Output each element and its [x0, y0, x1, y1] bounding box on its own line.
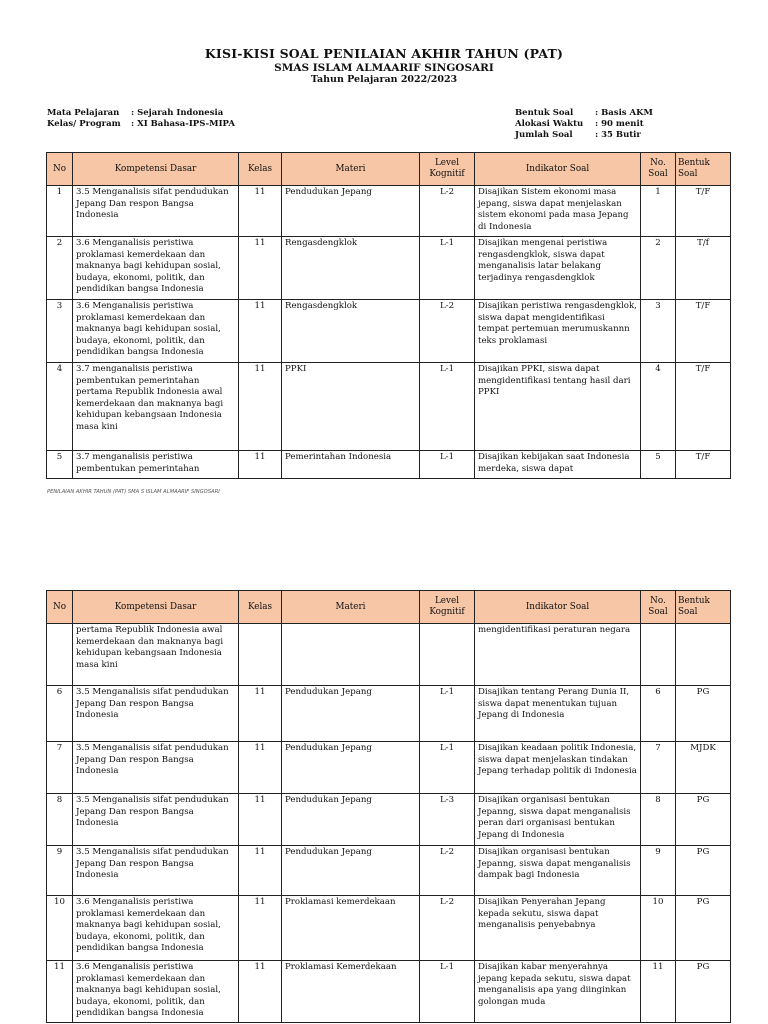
cell-kelas — [239, 624, 282, 686]
meta-value: : Basis AKM — [595, 108, 653, 118]
cell-no: 7 — [47, 742, 73, 794]
grid-table-page-2 — [46, 590, 731, 1023]
table-row — [47, 794, 731, 846]
cell-no: 9 — [47, 846, 73, 896]
meta-value: : 35 Butir — [595, 130, 641, 140]
cell-indikator: Disajikan organisasi bentukan Jepanng, siswa dapat menganalisis peran dari organisasi bentukan Jepang di Indonesia — [475, 794, 641, 846]
document-title: KISI-KISI SOAL PENILAIAN AKHIR TAHUN (PAT) — [204, 46, 564, 61]
cell-kelas: 11 — [239, 686, 282, 742]
cell-kelas: 11 — [239, 300, 282, 363]
header-kompetensi-dasar: Kompetensi Dasar — [73, 153, 239, 186]
header-level-kognitif: Level Kognitif — [420, 591, 475, 624]
meta-value: : 90 menit — [595, 119, 644, 129]
cell-bentuk: T/F — [676, 300, 731, 363]
cell-kelas: 11 — [239, 896, 282, 961]
cell-kelas: 11 — [239, 237, 282, 300]
cell-materi: Proklamasi Kemerdekaan — [282, 961, 420, 1023]
meta-right — [515, 108, 653, 141]
cell-no: 4 — [47, 363, 73, 451]
cell-indikator: Disajikan keadaan politik Indonesia, siswa dapat menjelaskan tindakan Jepang terhadap politik di Indonesia — [475, 742, 641, 794]
table-row — [47, 300, 731, 363]
cell-level: L-1 — [420, 363, 475, 451]
cell-kompetensi-dasar: 3.6 Menganalisis peristiwa proklamasi kemerdekaan dan maknanya bagi kehidupan sosial, budaya, ekonomi, politik, dan pendidikan bangsa Indonesia — [73, 300, 239, 363]
cell-indikator: Disajikan PPKI, siswa dapat mengidentifikasi tentang hasil dari PPKI — [475, 363, 641, 451]
meta-left — [47, 108, 235, 130]
cell-bentuk: PG — [676, 686, 731, 742]
cell-bentuk: PG — [676, 794, 731, 846]
cell-kompetensi-dasar: 3.7 menganalisis peristiwa pembentukan pemerintahan — [73, 451, 239, 479]
cell-materi: Pendudukan Jepang — [282, 686, 420, 742]
cell-kelas: 11 — [239, 961, 282, 1023]
cell-indikator: Disajikan mengenai peristiwa rengasdengklok, siswa dapat menganalisis latar belakang terjadinya rengasdengklok — [475, 237, 641, 300]
cell-bentuk: PG — [676, 896, 731, 961]
header-bentuk-soal: Bentuk Soal — [676, 591, 731, 624]
cell-no-soal: 4 — [641, 363, 676, 451]
cell-level — [420, 624, 475, 686]
cell-kompetensi-dasar: 3.5 Menganalisis sifat pendudukan Jepang Dan respon Bangsa Indonesia — [73, 794, 239, 846]
document-header — [0, 46, 768, 86]
cell-bentuk — [676, 624, 731, 686]
cell-no-soal: 5 — [641, 451, 676, 479]
cell-kompetensi-dasar: 3.7 menganalisis peristiwa pembentukan pemerintahan pertama Republik Indonesia awal kemerdekaan dan maknanya bagi kehidupan kebangsaan Indonesia masa kini — [73, 363, 239, 451]
cell-level: L-1 — [420, 686, 475, 742]
meta-key: Mata Pelajaran — [47, 108, 120, 118]
page-footer: PENILAIAN AKHIR TAHUN (PAT) SMA S ISLAM ALMAARIF SINGOSARI — [47, 489, 220, 495]
header-no: No — [47, 591, 73, 624]
cell-materi: Rengasdengklok — [282, 300, 420, 363]
header-materi: Materi — [282, 153, 420, 186]
table-row — [47, 451, 731, 479]
cell-kelas: 11 — [239, 794, 282, 846]
cell-no: 2 — [47, 237, 73, 300]
cell-kompetensi-dasar: 3.5 Menganalisis sifat pendudukan Jepang Dan respon Bangsa Indonesia — [73, 742, 239, 794]
cell-no-soal: 2 — [641, 237, 676, 300]
cell-level: L-2 — [420, 896, 475, 961]
cell-kompetensi-dasar: 3.5 Menganalisis sifat pendudukan Jepang Dan respon Bangsa Indonesia — [73, 846, 239, 896]
table-row — [47, 742, 731, 794]
header-indikator-soal: Indikator Soal — [475, 153, 641, 186]
cell-no: 3 — [47, 300, 73, 363]
cell-kompetensi-dasar: 3.5 Menganalisis sifat pendudukan Jepang Dan respon Bangsa Indonesia — [73, 686, 239, 742]
header-kelas: Kelas — [239, 591, 282, 624]
cell-level: L-2 — [420, 300, 475, 363]
cell-kelas: 11 — [239, 451, 282, 479]
cell-bentuk: PG — [676, 961, 731, 1023]
header-no: No — [47, 153, 73, 186]
table-row — [47, 363, 731, 451]
cell-no: 5 — [47, 451, 73, 479]
header-materi: Materi — [282, 591, 420, 624]
grid-table-page-1 — [46, 152, 731, 479]
cell-materi: Proklamasi kemerdekaan — [282, 896, 420, 961]
cell-indikator: mengidentifikasi peraturan negara — [475, 624, 641, 686]
cell-no-soal: 8 — [641, 794, 676, 846]
cell-indikator: Disajikan kebijakan saat Indonesia merdeka, siswa dapat — [475, 451, 641, 479]
cell-bentuk: T/f — [676, 237, 731, 300]
document-page-2 — [0, 580, 768, 1024]
meta-question-type — [515, 108, 653, 119]
cell-indikator: Disajikan organisasi bentukan Jepanng, siswa dapat menganalisis dampak bagi Indonesia — [475, 846, 641, 896]
meta-value: : Sejarah Indonesia — [131, 108, 224, 118]
document-page-1 — [0, 0, 768, 510]
cell-level: L-2 — [420, 846, 475, 896]
meta-count — [515, 130, 653, 141]
cell-kompetensi-dasar: pertama Republik Indonesia awal kemerdekaan dan maknanya bagi kehidupan kebangsaan Indonesia masa kini — [73, 624, 239, 686]
cell-no: 8 — [47, 794, 73, 846]
cell-level: L-1 — [420, 451, 475, 479]
cell-materi: Pemerintahan Indonesia — [282, 451, 420, 479]
cell-indikator: Disajikan peristiwa rengasdengklok, siswa dapat mengidentifikasi tempat pertemuan merumuskannn teks proklamasi — [475, 300, 641, 363]
cell-no-soal: 7 — [641, 742, 676, 794]
header-no-soal: No. Soal — [641, 591, 676, 624]
cell-no-soal — [641, 624, 676, 686]
cell-bentuk: MJDK — [676, 742, 731, 794]
cell-materi — [282, 624, 420, 686]
header-kompetensi-dasar: Kompetensi Dasar — [73, 591, 239, 624]
school-name: SMAS ISLAM ALMAARIF SINGOSARI — [274, 62, 494, 74]
cell-kelas: 11 — [239, 846, 282, 896]
table-row — [47, 961, 731, 1023]
meta-key: Jumlah Soal — [515, 130, 573, 140]
cell-no: 10 — [47, 896, 73, 961]
cell-no-soal: 10 — [641, 896, 676, 961]
cell-no-soal: 3 — [641, 300, 676, 363]
cell-kompetensi-dasar: 3.6 Menganalisis peristiwa proklamasi kemerdekaan dan maknanya bagi kehidupan sosial, budaya, ekonomi, politik, dan pendidikan bangsa Indonesia — [73, 896, 239, 961]
cell-materi: Pendudukan Jepang — [282, 794, 420, 846]
cell-no: 6 — [47, 686, 73, 742]
cell-kelas: 11 — [239, 186, 282, 237]
cell-no — [47, 624, 73, 686]
table-row — [47, 896, 731, 961]
cell-no-soal: 6 — [641, 686, 676, 742]
meta-subject — [47, 108, 235, 119]
cell-kompetensi-dasar: 3.6 Menganalisis peristiwa proklamasi kemerdekaan dan maknanya bagi kehidupan sosial, budaya, ekonomi, politik, dan pendidikan bangsa Indonesia — [73, 961, 239, 1023]
meta-key: Alokasi Waktu — [515, 119, 584, 129]
cell-kompetensi-dasar: 3.5 Menganalisis sifat pendudukan Jepang Dan respon Bangsa Indonesia — [73, 186, 239, 237]
cell-indikator: Disajikan tentang Perang Dunia II, siswa dapat menentukan tujuan Jepang di Indonesia — [475, 686, 641, 742]
cell-bentuk: PG — [676, 846, 731, 896]
table-row — [47, 686, 731, 742]
cell-kompetensi-dasar: 3.6 Menganalisis peristiwa proklamasi kemerdekaan dan maknanya bagi kehidupan sosial, budaya, ekonomi, politik, dan pendidikan bangsa Indonesia — [73, 237, 239, 300]
table-row — [47, 846, 731, 896]
cell-no-soal: 11 — [641, 961, 676, 1023]
cell-no: 11 — [47, 961, 73, 1023]
meta-class — [47, 119, 235, 130]
cell-materi: Pendudukan Jepang — [282, 742, 420, 794]
header-no-soal: No. Soal — [641, 153, 676, 186]
header-bentuk-soal: Bentuk Soal — [676, 153, 731, 186]
meta-key: Bentuk Soal — [515, 108, 574, 118]
cell-level: L-1 — [420, 742, 475, 794]
cell-level: L-1 — [420, 961, 475, 1023]
cell-kelas: 11 — [239, 363, 282, 451]
cell-no-soal: 9 — [641, 846, 676, 896]
cell-indikator: Disajikan Sistem ekonomi masa jepang, siswa dapat menjelaskan sistem ekonomi pada masa Jepang di Indonesia — [475, 186, 641, 237]
cell-no: 1 — [47, 186, 73, 237]
cell-level: L-3 — [420, 794, 475, 846]
cell-bentuk: T/F — [676, 451, 731, 479]
cell-level: L-2 — [420, 186, 475, 237]
cell-bentuk: T/F — [676, 363, 731, 451]
header-indikator-soal: Indikator Soal — [475, 591, 641, 624]
table-row — [47, 186, 731, 237]
cell-level: L-1 — [420, 237, 475, 300]
meta-key: Kelas/ Program — [47, 119, 121, 129]
table-header-row — [47, 153, 731, 186]
table-header-row — [47, 591, 731, 624]
cell-bentuk: T/F — [676, 186, 731, 237]
meta-time — [515, 119, 653, 130]
header-level-kognitif: Level Kognitif — [420, 153, 475, 186]
cell-materi: Pendudukan Jepang — [282, 846, 420, 896]
table-row-continuation — [47, 624, 731, 686]
cell-indikator: Disajikan kabar menyerahnya jepang kepada sekutu, siswa dapat menganalisis apa yang diinginkan golongan muda — [475, 961, 641, 1023]
header-kelas: Kelas — [239, 153, 282, 186]
cell-materi: PPKI — [282, 363, 420, 451]
cell-indikator: Disajikan Penyerahan Jepang kepada sekutu, siswa dapat menganalisis penyebabnya — [475, 896, 641, 961]
academic-year: Tahun Pelajaran 2022/2023 — [310, 74, 458, 85]
cell-no-soal: 1 — [641, 186, 676, 237]
cell-materi: Pendudukan Jepang — [282, 186, 420, 237]
meta-value: : XI Bahasa-IPS-MIPA — [131, 119, 235, 129]
cell-materi: Rengasdengklok — [282, 237, 420, 300]
cell-kelas: 11 — [239, 742, 282, 794]
table-row — [47, 237, 731, 300]
